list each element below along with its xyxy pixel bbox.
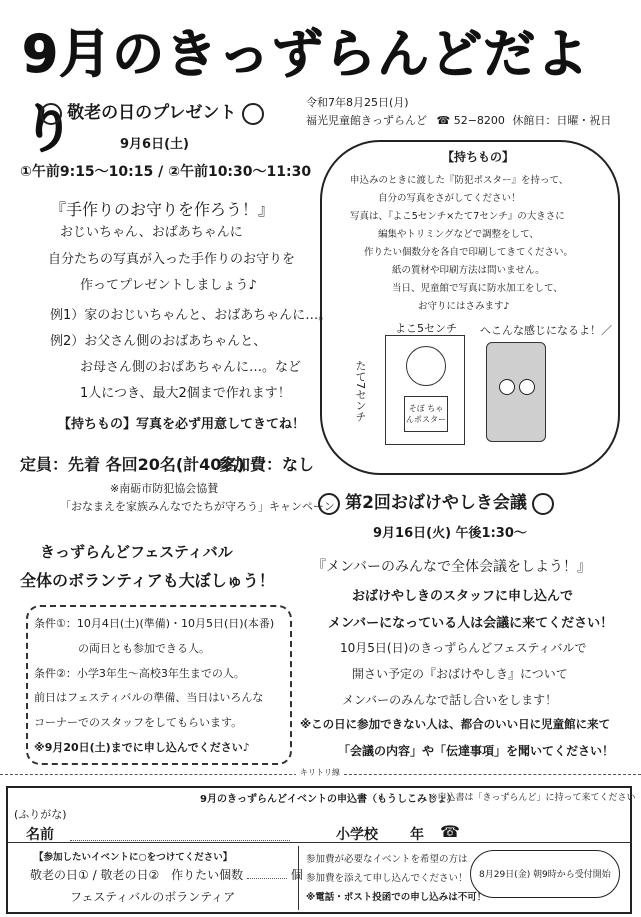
respect-desc: おじいちゃん、おばあちゃんに (60, 225, 243, 240)
phone-number: 52−8200 (453, 114, 505, 127)
festival-deadline: ※9月20日(土)までに申し込んでください♪ (34, 740, 250, 754)
belongings-line: 編集やトリミングなどで調整をして、 (378, 229, 539, 241)
ghost-icon (318, 493, 340, 515)
respect-desc: 作ってプレゼントしましょう♪ (80, 278, 257, 293)
festival-condition: の両日とも参加できる人。 (78, 641, 210, 655)
respect-date: 9月6日(土) (120, 137, 189, 152)
holiday-info: 休館日：日曜・祝日 (512, 114, 612, 127)
school-label: 小学校 (336, 827, 378, 843)
ghost-heading: 第2回おばけやしき会議 (318, 488, 554, 515)
phone-field-icon: ☎ (440, 822, 460, 841)
festival-desc: コーナーでのスタッフをしてもらいます。 (34, 716, 243, 729)
respect-desc: 自分たちの写真が入った手作りのお守りを (48, 252, 296, 267)
name-label: 名前 (26, 827, 54, 843)
sample-caption: へこんな感じになるよ！／ (480, 324, 612, 337)
form-title: 9月のきっずらんどイベントの申込書（もうしこみしょ） (200, 794, 457, 805)
quantity-label: 作りたい個数 (171, 868, 244, 882)
belongings-line: 作りたい個数分を各自で印刷してきてください。 (364, 247, 574, 259)
festival-condition: 条件②：小学3年生〜高校3年生までの人。 (34, 666, 245, 680)
event-option-respect-2[interactable]: 敬老の日② (100, 868, 160, 882)
form-right-note: 参加費が必要なイベントを希望の方は (306, 854, 468, 865)
respect-bring: 【持ちもの】写真を必ず用意してきてね！ (58, 417, 306, 432)
respect-note: 「おなまえを家族みんなでたちが守ろう」キャンペーン (60, 500, 335, 513)
ghost-line: おばけやしきのスタッフに申し込んで (352, 589, 574, 604)
ghost-note: ※この日に参加できない人は、都合のいい日に児童館に来て (300, 717, 611, 731)
belongings-line: 申込みのときに渡した『防犯ポスター』を持って、 (350, 175, 569, 186)
start-date-badge: 8月29日(金) 朝9時から受付開始 (470, 850, 620, 898)
festival-subtitle: 全体のボランティアも大ぼしゅう！ (20, 571, 275, 590)
ghost-line: メンバーになっている人は会議に来てください！ (328, 616, 614, 631)
furigana-label: (ふりがな) (14, 808, 67, 821)
respect-example: 例1）家のおじいちゃんと、おばあちゃんに…。 (50, 308, 332, 323)
respect-times: ①午前9:15〜10:15 / ②午前10:30〜11:30 (20, 164, 312, 180)
ghost-line: メンバーのみんなで話し合いをします！ (342, 693, 558, 707)
grade-label: 年 (410, 827, 424, 843)
name-field[interactable] (70, 840, 290, 841)
respect-example: お母さん側のおばあちゃんに…。など (80, 360, 302, 375)
photo-width-label: よこ5センチ (395, 322, 457, 335)
events-header: 【参加したいイベントに○をつけてください】 (34, 852, 233, 863)
respect-heading: 敬老の日のプレゼント (40, 98, 264, 125)
respect-note: ※南砺市防犯協会協賛 (110, 482, 219, 495)
facility-name: 福光児童館きっずらんど (306, 114, 427, 127)
sample-charm-photo (486, 342, 546, 442)
respect-limit: 1人につき、最大2個まで作れます！ (80, 386, 291, 401)
belongings-line: お守りにはさみます♪ (418, 301, 510, 313)
belongings-line: 写真は、『よこ5センチ×たて7センチ』の大きさに (350, 211, 565, 223)
ghost-subtitle: 『メンバーのみんなで全体会議をしよう！』 (312, 559, 592, 575)
quantity-field[interactable] (247, 878, 287, 879)
ghost-date: 9月16日(火) 午後1:30〜 (373, 526, 527, 541)
festival-condition: 条件①：10月4日(土)(準備)・10月5日(日)(本番) (34, 617, 275, 630)
child-face (406, 346, 446, 386)
form-right-note: ※電話・ポスト投函での申し込みは不可！ (306, 892, 487, 903)
issue-date: 令和7年8月25日(月) (306, 96, 409, 109)
sample-photo-frame (385, 335, 465, 445)
belongings-title: 【持ちもの】 (442, 150, 515, 164)
belongings-line: 紙の質材や印刷方法は問いません。 (392, 265, 545, 277)
smile-icon (242, 103, 264, 125)
ghost-note: 「会議の内容」や「伝達事項」を聞いてください！ (338, 744, 615, 758)
photo-height-label: たて7センチ (354, 360, 367, 422)
cut-label: キリトリ線 (296, 767, 344, 778)
ghost-line: 10月5日(日)のきっずらんどフェスティバルで (340, 641, 587, 655)
ghost-line: 開さい予定の『おばけやしき』について (352, 667, 568, 681)
smile-icon (40, 103, 62, 125)
form-note: ※申込書は「きっずらんど」に持って来てください (430, 793, 636, 803)
festival-desc: 前日はフェスティバルの準備、当日はいろんな (34, 691, 264, 705)
sample-card: そぼ ちゃんポスター (404, 396, 448, 432)
respect-example: 例2）お父さん側のおばあちゃんと、 (50, 334, 267, 349)
festival-title: きっずらんどフェスティバル (40, 543, 233, 561)
form-right-note: 参加費を添えて申し込んでください！ (306, 873, 468, 884)
page-title: 9月のきっずらんどだより (22, 25, 590, 160)
phone-icon: ☎ (436, 114, 451, 127)
event-option-festival[interactable]: フェスティバルのボランティア (70, 890, 236, 904)
belongings-line: 自分の写真をさがしてください！ (378, 193, 521, 205)
quantity-unit: 個 (290, 868, 303, 882)
respect-fee: 参加費：なし (218, 455, 315, 474)
respect-capacity: 定員：先着 各回20名(計40名) (20, 455, 245, 474)
event-option-respect-1[interactable]: 敬老の日① (30, 868, 89, 882)
belongings-line: 当日、児童館で写真に防水加工をして、 (392, 283, 563, 295)
ghost-icon (532, 493, 554, 515)
respect-subtitle: 『手作りのお守りを作ろう！』 (50, 200, 275, 219)
